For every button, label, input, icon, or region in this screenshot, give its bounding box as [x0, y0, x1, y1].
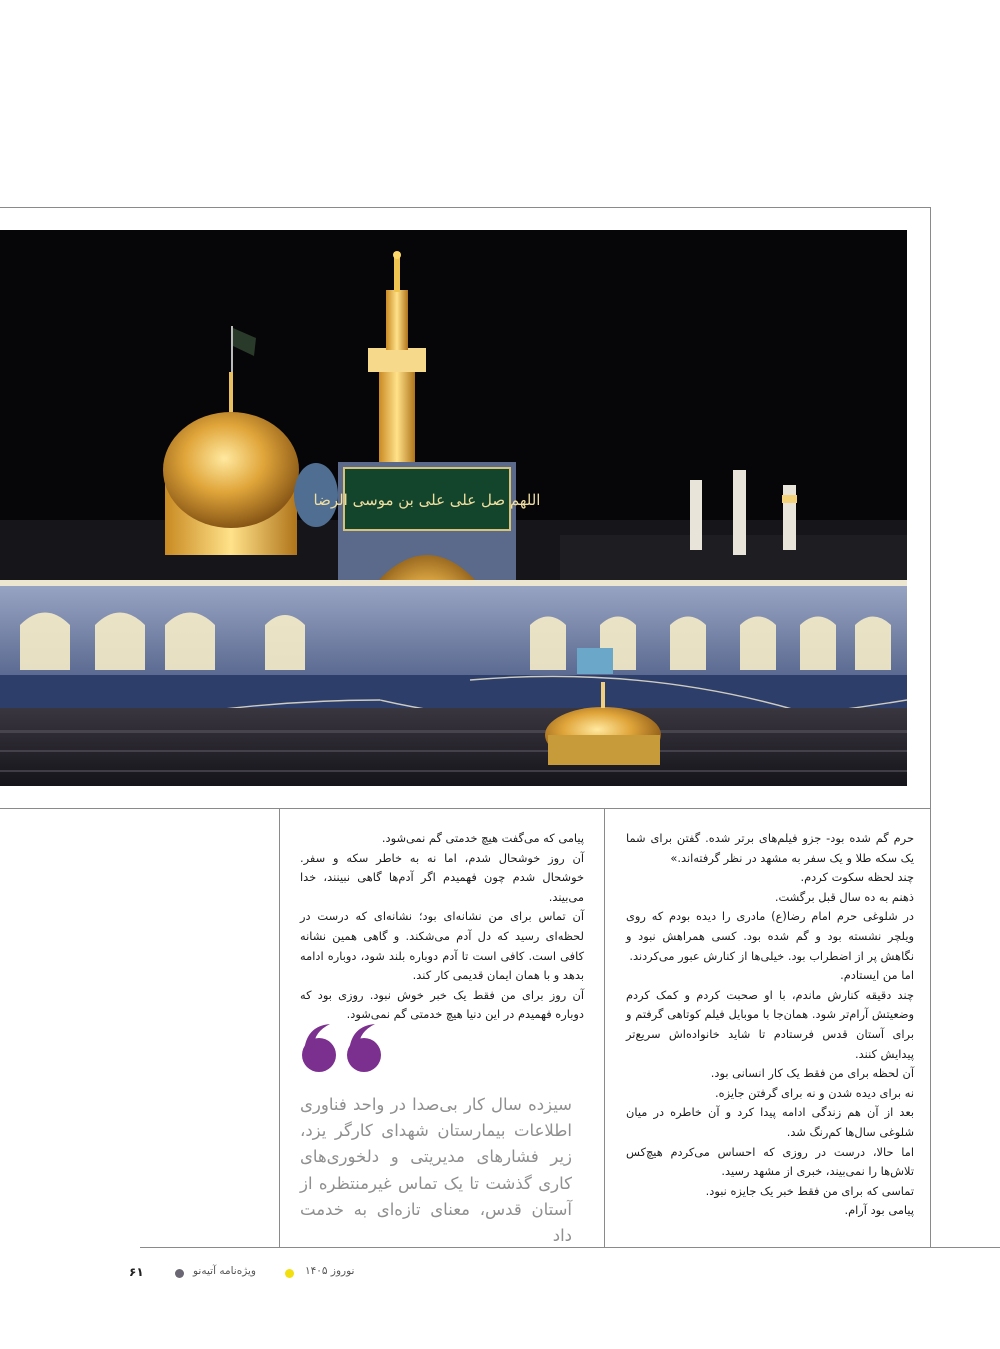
pull-quote	[300, 1092, 572, 1249]
paragraph: آن لحظه برای من فقط یک کار انسانی بود.	[710, 1066, 914, 1081]
paragraph: چند لحظه سکوت کردم.	[800, 870, 914, 885]
page-number: ۶۱	[129, 1265, 144, 1279]
paragraph: ذهنم به ده سال قبل برگشت.	[774, 889, 914, 904]
paragraph: بعد از آن هم زندگی ادامه پیدا کرد و آن خاطره در میان شلوغی سال‌ها کم‌رنگ شد.	[626, 1105, 914, 1139]
pull-quote-text: سیزده سال کار بی‌صدا در واحد فناوری اطلاعات بیمارستان شهدای کارگر یزد، زیر فشارهای مدیریتی و دلخوری‌های کاری گذشت تا یک تماس غیرمنتظره از آستان قدس، معنای تازه‌ای به خدمت داد	[300, 1095, 572, 1246]
banner-text: اللهم صل علی علی بن موسی الرضا	[313, 491, 541, 509]
paragraph: آن روز خوشحال شدم، اما نه به خاطر سکه و سفر. خوشحال شدم چون فهمیدم اگر آدم‌ها گاهی نبینند، خدا می‌بیند.	[300, 850, 584, 904]
shrine-night-photo	[0, 230, 907, 786]
top-rule	[0, 207, 930, 208]
page-footer	[125, 1262, 385, 1284]
paragraph: آن تماس برای من نشانه‌ای بود؛ نشانه‌ای که درست در لحظه‌ای رسید که دل آدم می‌شکند. و گاهی همین نشانه کافی است. کافی است تا آدم دوباره بلند شود، دوباره ادامه بدهد و با همان ایمان قدیمی کار کند.	[300, 909, 584, 983]
paragraph: آن روز برای من فقط یک خبر خوش نبود. روزی بود که دوباره فهمیدم در این دنیا هیچ خدمتی گم نمی‌شود.	[300, 987, 584, 1022]
paragraph: اما حالا، درست در روزی که احساس می‌کردم هیچ‌کس تلاش‌ها را نمی‌بیند، خبری از مشهد رسید.	[626, 1144, 914, 1179]
paragraph: حرم گم شده بود- جزو فیلم‌های برتر شده. گفتن برای شما یک سکه طلا و یک سفر به مشهد در نظر گرفته‌اند.»	[626, 831, 914, 865]
article-column-right	[626, 829, 914, 1221]
article-column-left	[300, 829, 584, 1025]
quote-mark-icon	[300, 1022, 386, 1074]
magazine-name: ویژه‌نامه آتیه‌نو	[193, 1265, 256, 1277]
footer-dot-gray	[175, 1269, 184, 1278]
paragraph: تماسی که برای من فقط خبر یک جایزه نبود.	[705, 1183, 914, 1198]
paragraph: چند دقیقه کنارش ماندم، با او صحبت کردم و کمک کردم وضعیتش آرام‌تر شود. همان‌جا با موبایل فیلم کوتاهی گرفتم و برای آستان قدس فرستادم تا شاید خانواده‌اش سریع‌تر پیدایش کنند.	[626, 987, 914, 1061]
paragraph: نه برای دیده شدن و نه برای گرفتن جایزه.	[715, 1085, 914, 1100]
paragraph: اما من ایستادم.	[840, 968, 914, 983]
issue-label: نوروز ۱۴۰۵	[305, 1265, 355, 1277]
footer-dot-yellow	[285, 1269, 294, 1278]
paragraph: پیامی که می‌گفت هیچ خدمتی گم نمی‌شود.	[381, 831, 584, 845]
paragraph: پیامی بود آرام.	[844, 1203, 914, 1218]
under-photo-rule	[0, 808, 930, 809]
column-divider-center	[604, 808, 605, 1247]
column-divider-left	[279, 808, 280, 1247]
paragraph: در شلوغی حرم امام رضا(ع) مادری را دیده بودم که روی ویلچر نشسته بود و گم شده بود. کسی همراهش نبود و نگاهش پر از اضطراب بود. خیلی‌ها از کنارش عبور می‌کردند.	[626, 909, 914, 963]
frame-rule-right	[930, 207, 931, 1247]
